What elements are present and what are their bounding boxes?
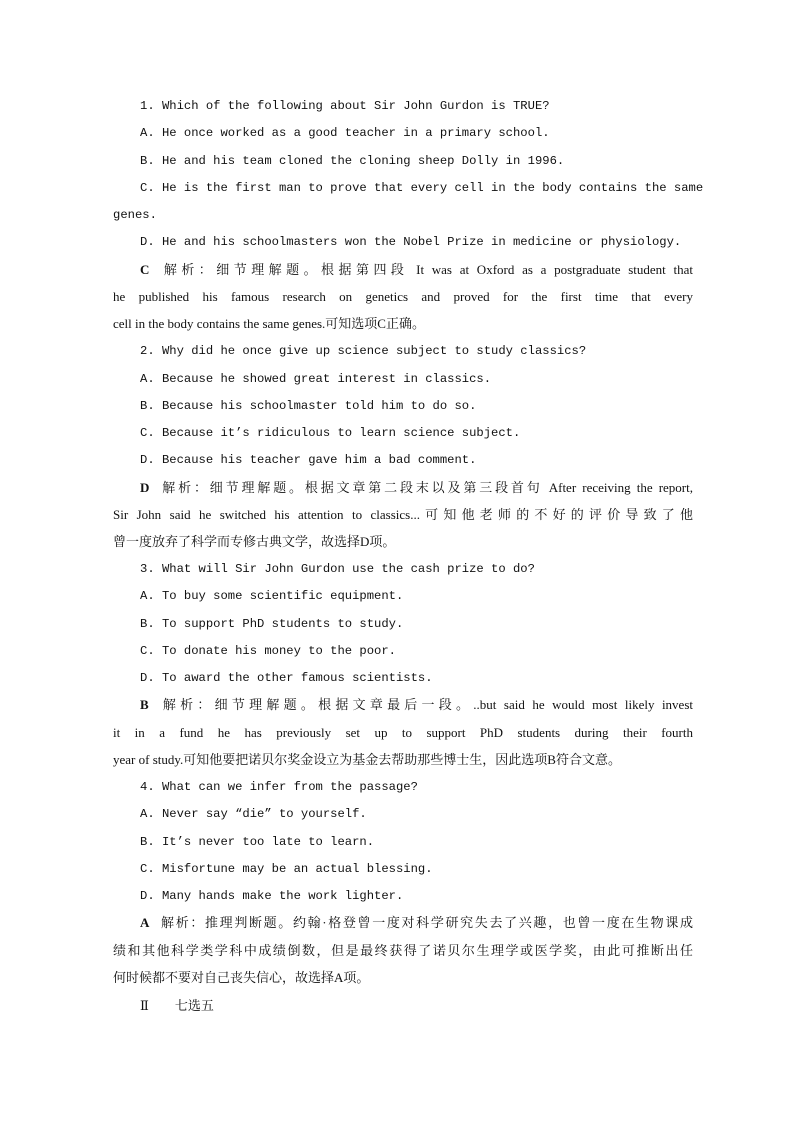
section-heading xyxy=(140,998,693,1014)
question-3-stem: 3. What will Sir John Gurdon use the cash prize to do? xyxy=(140,562,535,576)
question-4-option-b: B. It’s never too late to learn. xyxy=(140,835,375,849)
question-1-option-c-cont: genes. xyxy=(113,208,157,222)
question-3-analysis-line-3: year of study.可知他要把诺贝尔奖金设立为基金去帮助那些博士生，因此选项B符合文意。 xyxy=(113,752,621,767)
answer-label: D xyxy=(140,480,150,495)
question-1-analysis: C 解析：细节理解题。根据第四段 It was at Oxford as a postgraduate student that xyxy=(140,262,693,277)
question-1-analysis-line-2: he published his famous research on genetics and proved for the first time that every xyxy=(113,289,693,304)
question-4-analysis: A 解析：推理判断题。约翰·格登曾一度对科学研究失去了兴趣，也曾一度在生物课成 xyxy=(140,915,693,930)
question-3-option-b: B. To support PhD students to study. xyxy=(140,617,404,631)
question-2-analysis-line-2: Sir John said he switched his attention to classics...可知他老师的不好的评价导致了他 xyxy=(113,507,693,522)
answer-label: A xyxy=(140,915,150,930)
question-2-analysis-line-3: 曾一度放弃了科学而专修古典文学，故选择D项。 xyxy=(113,534,396,549)
question-3-analysis: B 解析：细节理解题。根据文章最后一段。..but said he would most likely invest xyxy=(140,697,693,712)
question-2-analysis: D 解析：细节理解题。根据文章第二段末以及第三段首句 After receiving the report, xyxy=(140,480,693,495)
question-4-analysis-line-3: 何时候都不要对自己丧失信心，故选择A项。 xyxy=(113,970,370,985)
question-1-option-b: B. He and his team cloned the cloning sheep Dolly in 1996. xyxy=(140,154,565,168)
question-1-analysis-line-3: cell in the body contains the same genes.可知选项C正确。 xyxy=(113,316,425,331)
question-4-option-d: D. Many hands make the work lighter. xyxy=(140,889,404,903)
question-4-option-a: A. Never say “die” to yourself. xyxy=(140,807,367,821)
section-title: 七选五 xyxy=(174,998,214,1013)
question-3-analysis-line-2: it in a fund he has previously set up to support PhD students during their fourth xyxy=(113,725,693,740)
answer-label: C xyxy=(140,262,150,277)
question-4-stem: 4. What can we infer from the passage? xyxy=(140,780,418,794)
question-2-option-a: A. Because he showed great interest in classics. xyxy=(140,372,492,386)
question-2-option-c: C. Because it’s ridiculous to learn science subject. xyxy=(140,426,521,440)
question-2-option-d: D. Because his teacher gave him a bad comment. xyxy=(140,453,477,467)
section-number: Ⅱ xyxy=(140,998,149,1013)
question-2-stem: 2. Why did he once give up science subject to study classics? xyxy=(140,344,587,358)
question-1-stem: 1. Which of the following about Sir John Gurdon is TRUE? xyxy=(140,99,550,113)
question-3-option-c: C. To donate his money to the poor. xyxy=(140,644,396,658)
question-4-option-c: C. Misfortune may be an actual blessing. xyxy=(140,862,433,876)
question-4-analysis-line-2: 绩和其他科学类学科中成绩倒数，但是最终获得了诺贝尔生理学或医学奖，由此可推断出任 xyxy=(113,943,693,958)
question-3-option-a: A. To buy some scientific equipment. xyxy=(140,589,404,603)
answer-label: B xyxy=(140,697,149,712)
question-2-option-b: B. Because his schoolmaster told him to do so. xyxy=(140,399,477,413)
question-1-option-d: D. He and his schoolmasters won the Nobel Prize in medicine or physiology. xyxy=(140,235,682,249)
question-1-option-a: A. He once worked as a good teacher in a primary school. xyxy=(140,126,550,140)
question-1-option-c: C. He is the first man to prove that every cell in the body contains the same xyxy=(140,181,704,195)
question-3-option-d: D. To award the other famous scientists. xyxy=(140,671,433,685)
